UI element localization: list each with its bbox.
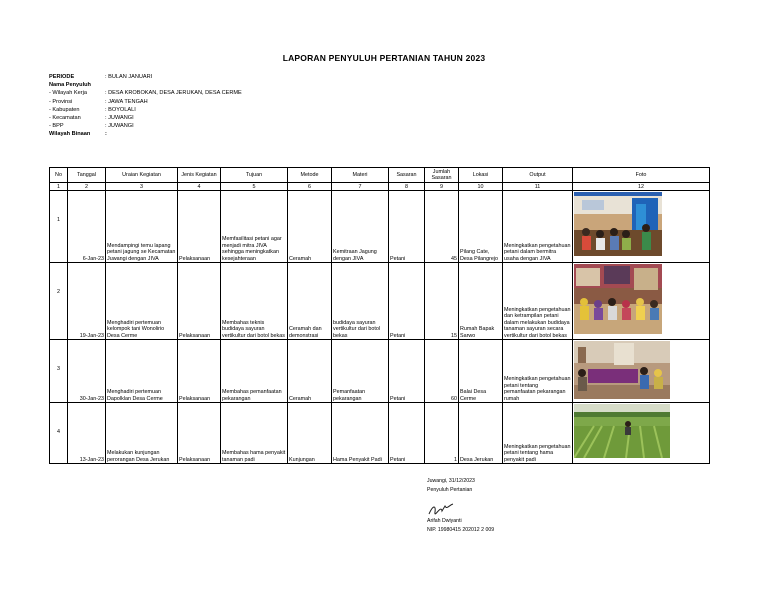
row-materi: Pemanfaatan pekarangan bbox=[332, 340, 389, 403]
row-foto bbox=[573, 403, 710, 464]
header-foto: Foto bbox=[573, 168, 710, 183]
row-no: 4 bbox=[50, 403, 68, 464]
kabupaten-value: : BOYOLALI bbox=[105, 106, 136, 113]
row-metode: Ceramah bbox=[288, 340, 332, 403]
row-lokasi: Pilang Cate, Desa Pilangrejo bbox=[459, 191, 503, 263]
row-output: Meningkatkan pengetahuan dan ketrampilan petani dalam melakukan budidaya tanaman sayuran secara vertikultur dari botol bekas bbox=[503, 263, 573, 340]
row-uraian: Melakukan kunjungan perorangan Desa Jerukan bbox=[106, 403, 178, 464]
column-number: 1 bbox=[50, 183, 68, 191]
column-number: 11 bbox=[503, 183, 573, 191]
column-number: 7 bbox=[332, 183, 389, 191]
row-jenis: Pelaksanaan bbox=[178, 191, 221, 263]
table-row bbox=[50, 191, 710, 263]
table-row bbox=[50, 340, 710, 403]
row-uraian: Menghadiri pertemuan Dapolklan Desa Cerme bbox=[106, 340, 178, 403]
row-tujuan: Memfasilitasi petani agar menjadi mitra JIVA sehingga meningkatkan kesejahteraan bbox=[221, 191, 288, 263]
column-number: 10 bbox=[459, 183, 503, 191]
row-tanggal: 30-Jan-23 bbox=[68, 340, 106, 403]
activity-table bbox=[49, 167, 710, 464]
row-foto bbox=[573, 263, 710, 340]
header-tanggal: Tanggal bbox=[68, 168, 106, 183]
handwritten-signature bbox=[427, 501, 494, 517]
wilayah-binaan-value: : bbox=[105, 131, 107, 138]
provinsi-label: - Provinsi bbox=[49, 98, 73, 105]
row-materi: Hama Penyakit Padi bbox=[332, 403, 389, 464]
bpp-value: : JUWANGI bbox=[105, 123, 134, 130]
row-jumlah: 60 bbox=[425, 340, 459, 403]
wilayah-kerja-value: : DESA KROBOKAN, DESA JERUKAN, DESA CERME bbox=[105, 90, 242, 97]
column-number: 8 bbox=[389, 183, 425, 191]
photo-pertemuan-dapolklan bbox=[574, 341, 670, 399]
signature-place-date: Juwangi, 31/12/2023 bbox=[427, 478, 475, 484]
row-jenis: Pelaksanaan bbox=[178, 340, 221, 403]
table-row bbox=[50, 403, 710, 464]
row-tujuan: Membahas pemanfaatan pekarangan bbox=[221, 340, 288, 403]
row-jenis: Pelaksanaan bbox=[178, 263, 221, 340]
header-metode: Metode bbox=[288, 168, 332, 183]
row-no: 3 bbox=[50, 340, 68, 403]
header-no: No bbox=[50, 168, 68, 183]
header-sasaran: Sasaran bbox=[389, 168, 425, 183]
row-tanggal: 13-Jan-23 bbox=[68, 403, 106, 464]
report-info bbox=[49, 73, 242, 139]
row-tanggal: 6-Jan-23 bbox=[68, 191, 106, 263]
column-number: 6 bbox=[288, 183, 332, 191]
header-tujuan: Tujuan bbox=[221, 168, 288, 183]
row-foto bbox=[573, 191, 710, 263]
wilayah-binaan-label: Wilayah Binaan bbox=[49, 131, 91, 138]
row-foto bbox=[573, 340, 710, 403]
photo-kunjungan-sawah bbox=[574, 404, 670, 458]
row-uraian: Menghadiri pertemuan kelompok tani Wonolirio Desa Cerme bbox=[106, 263, 178, 340]
nama-penyuluh-label: Nama Penyuluh bbox=[49, 82, 91, 89]
row-materi: budidaya sayuran vertikultur dari botol bekas bbox=[332, 263, 389, 340]
bpp-label: - BPP bbox=[49, 123, 64, 130]
wilayah-kerja-label: - Wilayah Kerja bbox=[49, 90, 87, 97]
table-row bbox=[50, 263, 710, 340]
column-number: 2 bbox=[68, 183, 106, 191]
kabupaten-label: - Kabupaten bbox=[49, 106, 80, 113]
row-output: Meningkatkan pengetahuan petani tentang pemanfaatan pekarangan rumah bbox=[503, 340, 573, 403]
row-jumlah: 15 bbox=[425, 263, 459, 340]
photo-pertemuan-kelompok-tani bbox=[574, 264, 662, 334]
signature-role: Penyuluh Pertanian bbox=[427, 487, 473, 493]
header-materi: Materi bbox=[332, 168, 389, 183]
signature-nip: NIP. 19980415 202012 2 009 bbox=[427, 527, 495, 533]
row-tujuan: Membahas hama penyakit tanaman padi bbox=[221, 403, 288, 464]
kecamatan-value: : JUWANGI bbox=[105, 115, 134, 122]
row-lokasi: Balai Desa Cerme bbox=[459, 340, 503, 403]
periode-value: : BULAN JANUARI bbox=[105, 74, 153, 80]
header-jumlah: Jumlah Sasaran bbox=[425, 168, 459, 183]
row-jumlah: 45 bbox=[425, 191, 459, 263]
row-jumlah: 1 bbox=[425, 403, 459, 464]
row-no: 2 bbox=[50, 263, 68, 340]
row-sasaran: Petani bbox=[389, 263, 425, 340]
column-number: 9 bbox=[425, 183, 459, 191]
row-metode: Ceramah dan demonstrasi bbox=[288, 263, 332, 340]
row-sasaran: Petani bbox=[389, 403, 425, 464]
row-metode: Ceramah bbox=[288, 191, 332, 263]
photo-temu-lapang bbox=[574, 192, 662, 256]
row-no: 1 bbox=[50, 191, 68, 263]
column-number-row bbox=[50, 183, 710, 191]
row-uraian: Mendampingi temu lapang petani jagung se Kecamatan Juwangi dengan JIVA bbox=[106, 191, 178, 263]
kecamatan-label: - Kecamatan bbox=[49, 115, 81, 122]
row-tujuan: Membahas teknis budidaya sayuran vertikultur dari botol bekas bbox=[221, 263, 288, 340]
column-number: 12 bbox=[573, 183, 710, 191]
provinsi-value: : JAWA TENGAH bbox=[105, 98, 148, 105]
periode-label: PERIODE bbox=[49, 74, 75, 80]
row-tanggal: 19-Jan-23 bbox=[68, 263, 106, 340]
report-title: LAPORAN PENYULUH PERTANIAN TAHUN 2023 bbox=[282, 53, 486, 63]
row-sasaran: Petani bbox=[389, 191, 425, 263]
signature-block bbox=[427, 477, 494, 535]
row-sasaran: Petani bbox=[389, 340, 425, 403]
header-jenis: Jenis Kegiatan bbox=[178, 168, 221, 183]
signature-name: Arifah Dwiyanti bbox=[427, 518, 462, 524]
row-lokasi: Rumah Bapak Sarwo bbox=[459, 263, 503, 340]
column-number: 3 bbox=[106, 183, 178, 191]
header-lokasi: Lokasi bbox=[459, 168, 503, 183]
row-lokasi: Desa Jerukan bbox=[459, 403, 503, 464]
row-jenis: Pelaksanaan bbox=[178, 403, 221, 464]
row-materi: Kemitraan Jagung dengan JIVA bbox=[332, 191, 389, 263]
row-output: Meningkatkan pengetahuan petani tentang hama penyakit padi bbox=[503, 403, 573, 464]
column-number: 5 bbox=[221, 183, 288, 191]
row-output: Meningkatkan pengetahuan petani dalam bermitra usaha dengan JIVA bbox=[503, 191, 573, 263]
row-metode: Kunjungan bbox=[288, 403, 332, 464]
table-header-row bbox=[50, 168, 710, 183]
header-uraian: Uraian Kegiatan bbox=[106, 168, 178, 183]
column-number: 4 bbox=[178, 183, 221, 191]
header-output: Output bbox=[503, 168, 573, 183]
